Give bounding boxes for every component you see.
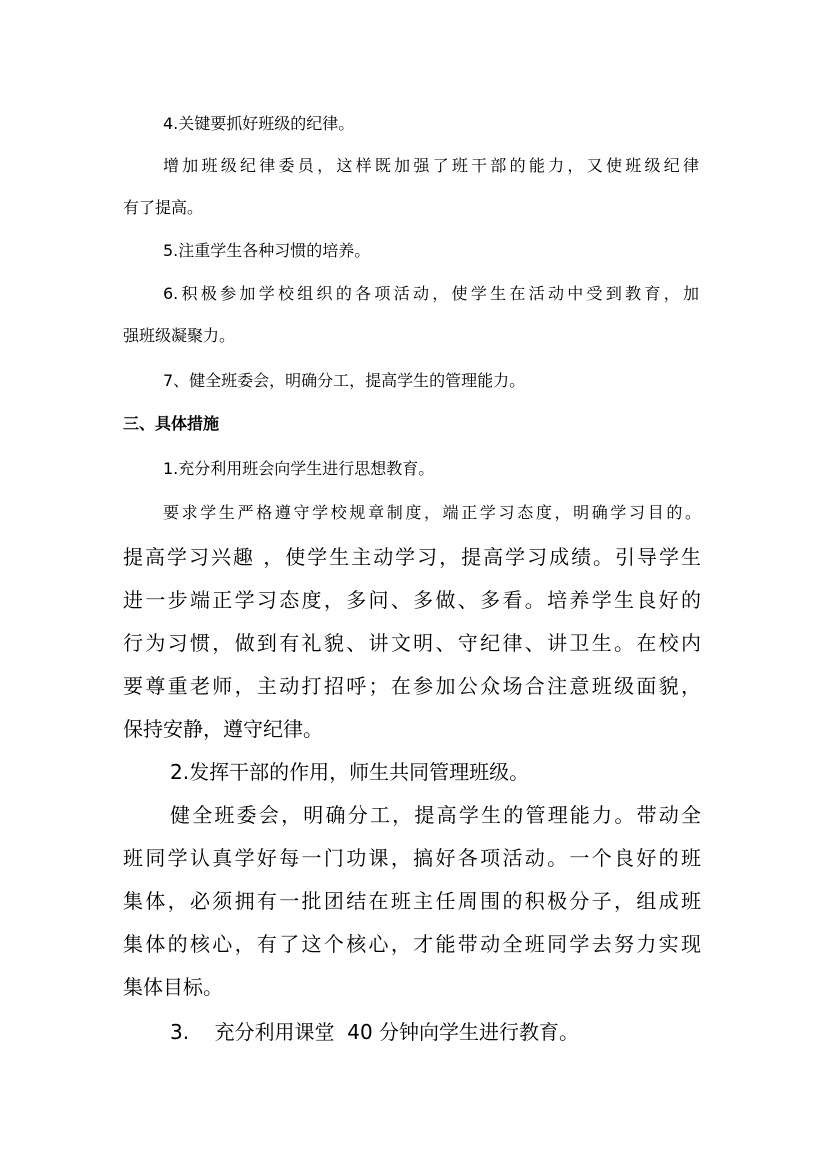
paragraph-line: 要尊重老师，主动打招呼；在参加公众场合注意班级面貌，	[123, 674, 701, 698]
paragraph-line: 集体的核心，有了这个核心，才能带动全班同学去努力实现	[123, 932, 701, 956]
paragraph-line: 要求学生严格遵守学校规章制度，端正学习态度，明确学习目的。	[163, 503, 701, 522]
subsection-3-heading: 3. 充分利用课堂 40 分钟向学生进行教育。	[170, 1020, 580, 1044]
paragraph-line: 集体，必须拥有一批团结在班主任周围的积极分子，组成班	[123, 889, 701, 913]
paragraph-line: 班同学认真学好每一门功课，搞好各项活动。一个良好的班	[123, 846, 701, 870]
item-5-heading: 5.注重学生各种习惯的培养。	[163, 241, 371, 260]
item-4-heading: 4.关键要抓好班级的纪律。	[163, 114, 355, 133]
paragraph-line: 行为习惯，做到有礼貌、讲文明、守纪律、讲卫生。在校内	[123, 631, 701, 655]
section-heading: 三、具体措施	[123, 414, 220, 433]
paragraph-line: 集体目标。	[123, 975, 223, 999]
paragraph-line: 保持安静，遵守纪律。	[123, 717, 323, 741]
paragraph-line: 强班级凝聚力。	[123, 326, 236, 345]
paragraph-line: 提高学习兴趣 ，使学生主动学习，提高学习成绩。引导学生	[123, 545, 701, 569]
paragraph-line: 有了提高。	[123, 198, 204, 217]
paragraph-line: 健全班委会，明确分工，提高学生的管理能力。带动全	[170, 803, 701, 827]
subsection-1-heading: 1.充分利用班会向学生进行思想教育。	[163, 459, 435, 478]
item-6-heading: 6.积极参加学校组织的各项活动，使学生在活动中受到教育，加	[163, 284, 699, 303]
item-7-heading: 7、健全班委会，明确分工，提高学生的管理能力。	[163, 371, 526, 390]
paragraph-line: 增加班级纪律委员，这样既加强了班干部的能力，又使班级纪律	[163, 156, 699, 175]
paragraph-line: 进一步端正学习态度，多问、多做、多看。培养学生良好的	[123, 588, 701, 612]
subsection-2-heading: 2.发挥干部的作用，师生共同管理班级。	[170, 760, 530, 784]
